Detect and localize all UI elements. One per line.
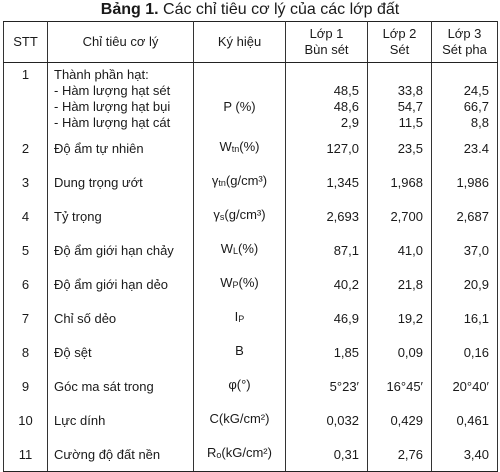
cell-value: 16,1 bbox=[432, 301, 498, 335]
cell-value: 2,700 bbox=[368, 199, 432, 233]
row-symbol: $\gamma_{tn}(g/cm^3)$ bbox=[194, 165, 286, 199]
cell-value: 37,0 bbox=[432, 233, 498, 267]
header-name: Chỉ tiêu cơ lý bbox=[48, 22, 194, 63]
row-name: Lực dính bbox=[48, 403, 194, 437]
row-stt: 1 bbox=[21, 67, 30, 82]
cell-value: 0,16 bbox=[432, 335, 498, 369]
cell-value: 1,85 bbox=[286, 335, 368, 369]
row-name: Độ ẩm giới hạn chảy bbox=[48, 233, 194, 267]
cell-value: 0,429 bbox=[368, 403, 432, 437]
header-layer-2: Lớp 2 Sét bbox=[368, 22, 432, 63]
row-symbol: B bbox=[194, 335, 286, 369]
row-subitem: - Hàm lượng hạt sét bbox=[54, 83, 171, 98]
cell-value: 48,6 bbox=[333, 99, 359, 114]
row-symbol: $I_P$ bbox=[194, 301, 286, 335]
row-stt: 10 bbox=[4, 403, 48, 437]
row-symbol: φ(°) bbox=[194, 369, 286, 403]
cell-value: 1,986 bbox=[432, 165, 498, 199]
row-symbol: $W_{tn}(\%)$ bbox=[194, 131, 286, 165]
row-stt: 4 bbox=[4, 199, 48, 233]
row-stt: 6 bbox=[4, 267, 48, 301]
row-stt: 8 bbox=[4, 335, 48, 369]
table-title-label: Bảng 1. bbox=[100, 1, 159, 18]
row-symbol: $W_P(\%)$ bbox=[194, 267, 286, 301]
table-row bbox=[4, 199, 498, 233]
row-stt: 9 bbox=[4, 369, 48, 403]
row-name: Cường độ đất nền bbox=[48, 437, 194, 472]
row-symbol: $\gamma_s(g/cm^3)$ bbox=[194, 199, 286, 233]
cell-value: 127,0 bbox=[286, 131, 368, 165]
row-name: Độ ẩm tự nhiên bbox=[48, 131, 194, 165]
header-layer-1: Lớp 1 Bùn sét bbox=[286, 22, 368, 63]
row-subitem: - Hàm lượng hạt bụi bbox=[54, 99, 171, 114]
cell-value: 0,032 bbox=[286, 403, 368, 437]
cell-value: 3,40 bbox=[432, 437, 498, 472]
table-row bbox=[4, 403, 498, 437]
table-row bbox=[4, 301, 498, 335]
cell-value: 2,9 bbox=[340, 115, 359, 130]
cell-value: 0,31 bbox=[286, 437, 368, 472]
cell-value: 11,5 bbox=[398, 115, 423, 130]
row-name: Dung trọng ướt bbox=[48, 165, 194, 199]
row-symbol: P (%) bbox=[223, 99, 256, 114]
row-name: Chỉ số dẻo bbox=[48, 301, 194, 335]
row-stt: 11 bbox=[4, 437, 48, 472]
cell-value: 87,1 bbox=[286, 233, 368, 267]
cell-value: 5°23′ bbox=[286, 369, 368, 403]
table-row bbox=[4, 437, 498, 472]
table-title-text: Các chỉ tiêu cơ lý của các lớp đất bbox=[158, 1, 400, 18]
row-stt: 7 bbox=[4, 301, 48, 335]
cell-value: 1,345 bbox=[286, 165, 368, 199]
cell-value: 2,693 bbox=[286, 199, 368, 233]
row-stt: 2 bbox=[4, 131, 48, 165]
cell-value: 46,9 bbox=[286, 301, 368, 335]
cell-value: 1,968 bbox=[368, 165, 432, 199]
cell-value: 33,8 bbox=[397, 83, 423, 98]
cell-value: 20,9 bbox=[432, 267, 498, 301]
row-name: Thành phần hạt: bbox=[54, 67, 149, 82]
cell-value: 2,687 bbox=[432, 199, 498, 233]
cell-value: 41,0 bbox=[368, 233, 432, 267]
row-name: Độ sệt bbox=[48, 335, 194, 369]
table-title bbox=[0, 0, 500, 20]
cell-value: 40,2 bbox=[286, 267, 368, 301]
table-row bbox=[4, 131, 498, 165]
cell-value: 23,5 bbox=[368, 131, 432, 165]
cell-value: 21,8 bbox=[368, 267, 432, 301]
table-row bbox=[4, 63, 498, 132]
row-name: Tỷ trọng bbox=[48, 199, 194, 233]
table-row bbox=[4, 267, 498, 301]
cell-value: 48,5 bbox=[333, 83, 359, 98]
row-symbol: $R_o(kG/cm^2)$ bbox=[194, 437, 286, 472]
cell-value: 16°45′ bbox=[368, 369, 432, 403]
row-name: Góc ma sát trong bbox=[48, 369, 194, 403]
cell-value: 8,8 bbox=[470, 115, 489, 130]
table-row bbox=[4, 369, 498, 403]
cell-value: 66,7 bbox=[463, 99, 489, 114]
row-name: Độ ẩm giới hạn dẻo bbox=[48, 267, 194, 301]
row-symbol: $W_L(\%)$ bbox=[194, 233, 286, 267]
row-symbol: C(kG/cm²) bbox=[194, 403, 286, 437]
cell-value: 19,2 bbox=[368, 301, 432, 335]
cell-value: 24,5 bbox=[463, 83, 489, 98]
table-row bbox=[4, 335, 498, 369]
row-stt: 5 bbox=[4, 233, 48, 267]
table-row bbox=[4, 165, 498, 199]
cell-value: 54,7 bbox=[397, 99, 423, 114]
header-row bbox=[4, 22, 498, 63]
cell-value: 23.4 bbox=[432, 131, 498, 165]
header-stt: STT bbox=[4, 22, 48, 63]
soil-properties-table bbox=[3, 21, 498, 472]
header-layer-3: Lớp 3 Sét pha bbox=[432, 22, 498, 63]
cell-value: 20°40′ bbox=[432, 369, 498, 403]
table-row bbox=[4, 233, 498, 267]
cell-value: 0,461 bbox=[432, 403, 498, 437]
header-symbol: Ký hiệu bbox=[194, 22, 286, 63]
cell-value: 0,09 bbox=[368, 335, 432, 369]
row-stt: 3 bbox=[4, 165, 48, 199]
row-subitem: - Hàm lượng hạt cát bbox=[54, 115, 171, 130]
cell-value: 2,76 bbox=[368, 437, 432, 472]
